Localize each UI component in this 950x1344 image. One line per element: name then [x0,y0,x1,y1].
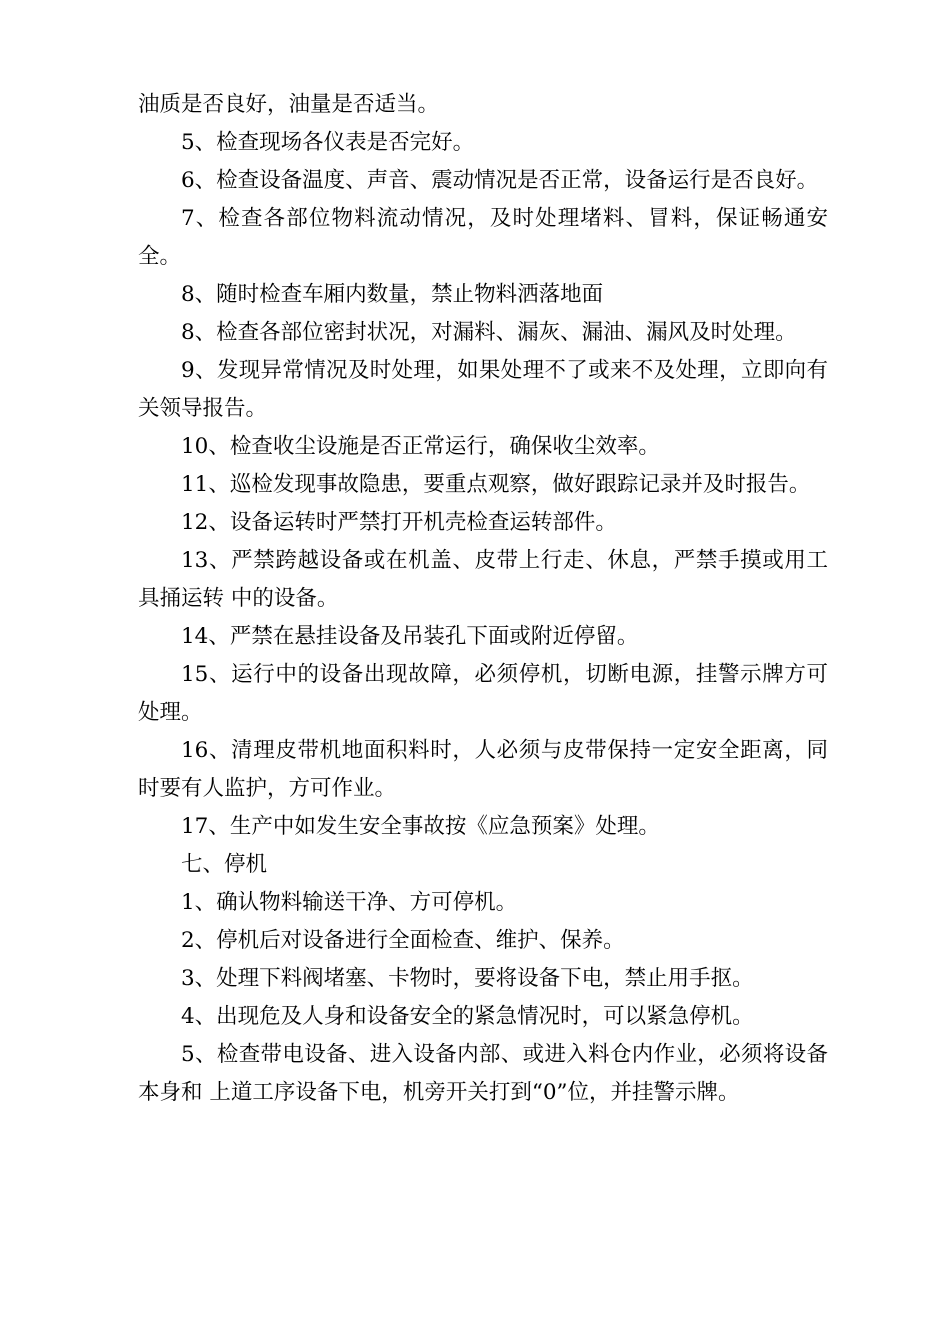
paragraph-shutdown-3: 3、处理下料阀堵塞、卡物时，要将设备下电，禁止用手抠。 [181,966,754,991]
paragraph-item-13-crossing: 13、严禁跨越设备或在机盖、皮带上行走、休息，严禁手摸或用工具捅运转 中的设备。 [138,548,828,611]
paragraph-shutdown-4: 4、出现危及人身和设备安全的紧急情况时，可以紧急停机。 [181,1004,754,1029]
paragraph-shutdown-5: 5、检查带电设备、进入设备内部、或进入料仓内作业，必须将设备本身和 上道工序设备下电，机旁开关打到“0”位，并挂警示牌。 [138,1042,828,1105]
paragraph-item-8-seal: 8、检查各部位密封状况，对漏料、漏灰、漏油、漏风及时处理。 [181,320,797,345]
paragraph-shutdown-1: 1、确认物料输送干净、方可停机。 [181,890,518,915]
paragraph-item-12-casing: 12、设备运转时严禁打开机壳检查运转部件。 [181,510,617,535]
paragraph-item-11-hazard: 11、巡检发现事故隐患，要重点观察，做好跟踪记录并及时报告。 [181,472,811,497]
paragraph-item-8-carriage: 8、随时检查车厢内数量，禁止物料洒落地面 [181,282,604,307]
paragraph-item-5-instruments: 5、检查现场各仪表是否完好。 [181,130,475,155]
paragraph-item-14-hanging: 14、严禁在悬挂设备及吊装孔下面或附近停留。 [181,624,639,649]
paragraph-continuation: 油质是否良好，油量是否适当。 [138,92,440,117]
paragraph-item-15-fault: 15、运行中的设备出现故障，必须停机，切断电源，挂警示牌方可处理。 [138,662,828,725]
paragraph-item-9-abnormal: 9、发现异常情况及时处理，如果处理不了或来不及处理，立即向有关领导报告。 [138,358,828,421]
paragraph-item-10-dust: 10、检查收尘设施是否正常运行，确保收尘效率。 [181,434,660,459]
paragraph-item-16-belt: 16、清理皮带机地面积料时，人必须与皮带保持一定安全距离，同时要有人监护，方可作业。 [138,738,828,801]
paragraph-item-6-temperature: 6、检查设备温度、声音、震动情况是否正常，设备运行是否良好。 [181,168,819,193]
document-page [138,86,828,1112]
paragraph-shutdown-2: 2、停机后对设备进行全面检查、维护、保养。 [181,928,625,953]
paragraph-item-17-emergency: 17、生产中如发生安全事故按《应急预案》处理。 [181,814,660,839]
paragraph-item-7-material-flow: 7、检查各部位物料流动情况，及时处理堵料、冒料，保证畅通安全。 [138,206,828,269]
section-heading-shutdown: 七、停机 [181,852,268,877]
